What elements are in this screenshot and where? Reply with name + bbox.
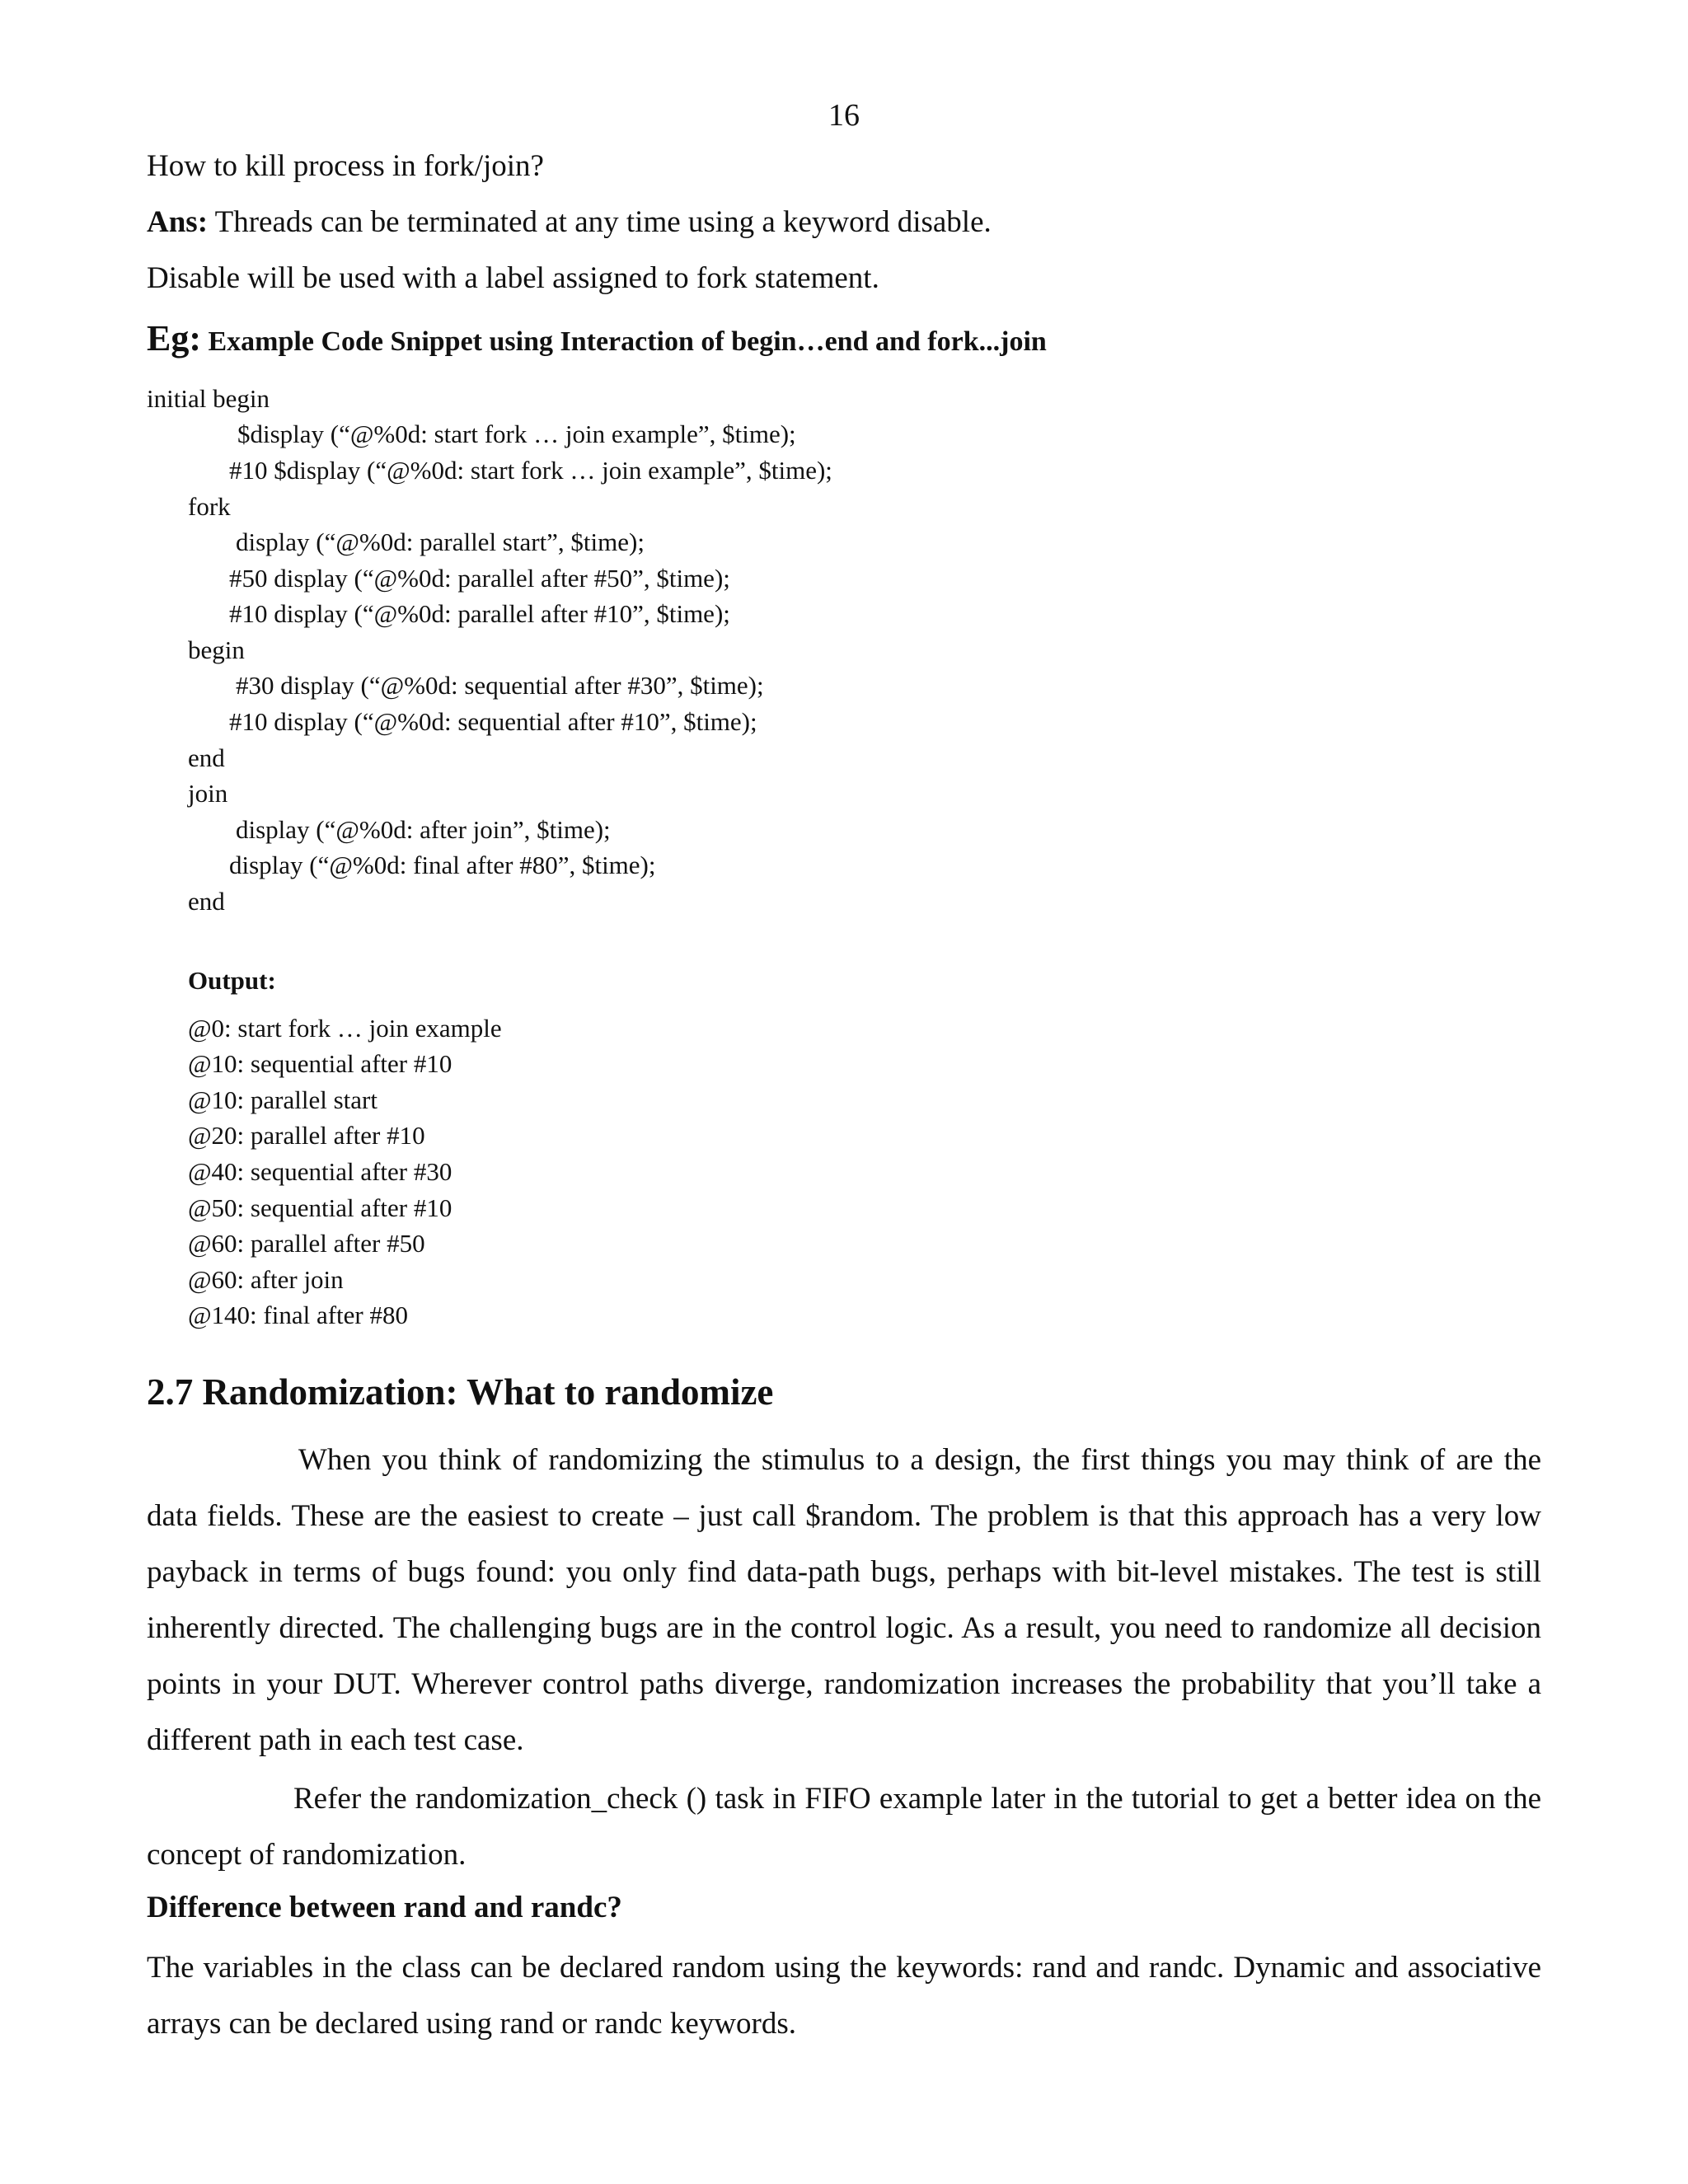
answer-text: Threads can be terminated at any time using a keyword disable. bbox=[208, 205, 992, 239]
answer-line-1 bbox=[147, 204, 992, 240]
code-line: #50 display (“@%0d: parallel after #50”, $time); bbox=[229, 564, 730, 593]
paragraph-randomization-text: When you think of randomizing the stimulus to a design, the first things you may think of are the data fields. These are the easiest to create – just call $random. The problem is that this approach has a very low payback in terms of bugs found: you only find data-path bugs, perhaps with bit-level mistakes. The test is still inherently directed. The challenging bugs are in the control logic. As a result, you need to randomize all decision points in your DUT. Wherever control paths diverge, randomization increases the probability that you’ll take a different path in each test case. bbox=[147, 1443, 1541, 1757]
code-line: #30 display (“@%0d: sequential after #30”, $time); bbox=[236, 671, 764, 700]
code-line: display (“@%0d: parallel start”, $time); bbox=[236, 527, 645, 556]
question-kill-process: How to kill process in fork/join? bbox=[147, 149, 544, 183]
paragraph-refer-text: Refer the randomization_check () task in FIFO example later in the tutorial to get a better idea on the concept of randomization. bbox=[147, 1782, 1541, 1872]
code-line: end bbox=[188, 743, 225, 772]
code-line: display (“@%0d: final after #80”, $time); bbox=[229, 851, 656, 879]
output-line: @40: sequential after #30 bbox=[188, 1157, 452, 1186]
output-line: @10: parallel start bbox=[188, 1085, 377, 1114]
section-heading: 2.7 Randomization: What to randomize bbox=[147, 1371, 774, 1413]
output-line: @20: parallel after #10 bbox=[188, 1121, 425, 1150]
code-line: #10 display (“@%0d: parallel after #10”, $time); bbox=[229, 599, 730, 628]
output-line: @60: parallel after #50 bbox=[188, 1229, 425, 1258]
paragraph-refer bbox=[147, 1771, 1541, 1883]
code-line: $display (“@%0d: start fork … join example”, $time); bbox=[237, 419, 796, 448]
code-line: fork bbox=[188, 492, 231, 521]
answer-line-2: Disable will be used with a label assigned to fork statement. bbox=[147, 261, 879, 295]
code-line: join bbox=[188, 779, 228, 808]
answer-label: Ans: bbox=[147, 205, 209, 239]
output-label: Output: bbox=[188, 966, 276, 995]
paragraph-randomization bbox=[147, 1432, 1541, 1769]
example-heading bbox=[147, 317, 1047, 359]
output-line: @10: sequential after #10 bbox=[188, 1049, 452, 1078]
paragraph-rand-randc-text: The variables in the class can be declared random using the keywords: rand and randc. Dynamic and associative arrays can be declared using rand or randc keywords. bbox=[147, 1951, 1541, 2041]
code-line: initial begin bbox=[147, 384, 270, 413]
output-line: @140: final after #80 bbox=[188, 1301, 408, 1329]
question-rand-randc: Difference between rand and randc? bbox=[147, 1891, 622, 1924]
code-line: begin bbox=[188, 635, 245, 664]
page-number: 16 bbox=[828, 98, 860, 133]
code-line: end bbox=[188, 887, 225, 916]
output-line: @50: sequential after #10 bbox=[188, 1193, 452, 1222]
output-line: @60: after join bbox=[188, 1265, 344, 1294]
code-line: #10 display (“@%0d: sequential after #10”, $time); bbox=[229, 707, 757, 736]
code-line: #10 $display (“@%0d: start fork … join example”, $time); bbox=[229, 456, 832, 485]
code-line: display (“@%0d: after join”, $time); bbox=[236, 815, 611, 844]
output-line: @0: start fork … join example bbox=[188, 1014, 502, 1043]
example-title: Example Code Snippet using Interaction of begin…end and fork...join bbox=[201, 326, 1047, 357]
paragraph-rand-randc bbox=[147, 1940, 1541, 2052]
example-label: Eg: bbox=[147, 318, 201, 359]
